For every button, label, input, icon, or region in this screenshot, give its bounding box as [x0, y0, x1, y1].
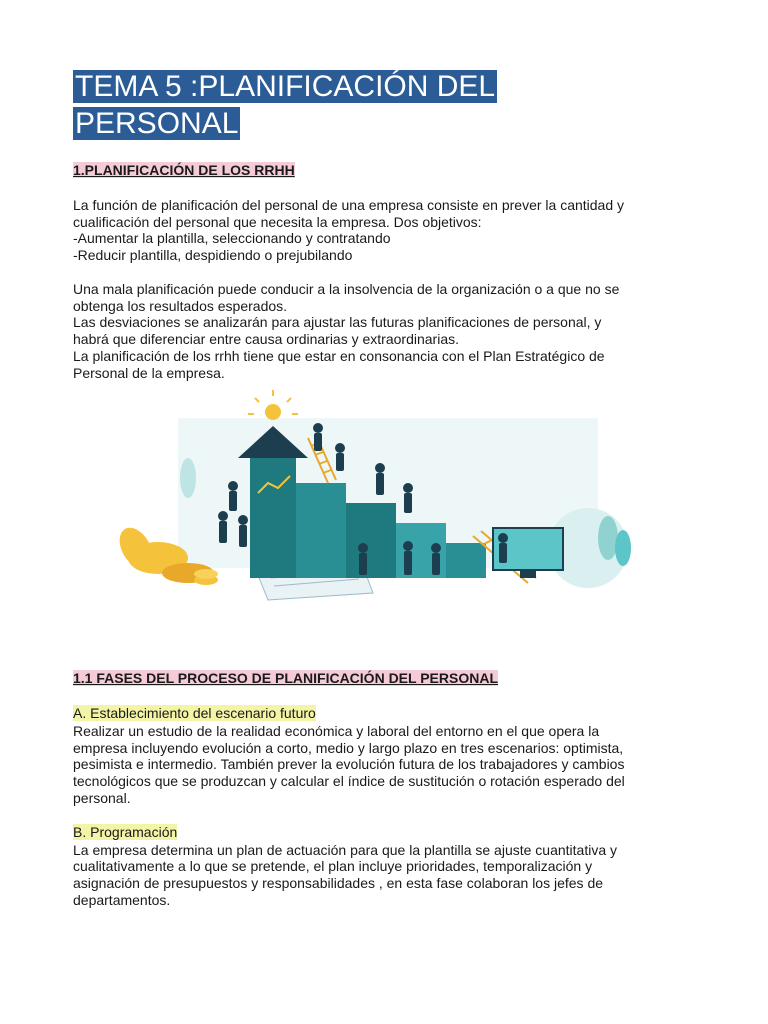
document-page: [73, 68, 693, 382]
section-1-line: Personal de la empresa.: [73, 364, 225, 381]
section-1-line: cualificación del personal que necesita la empresa. Dos objetivos:: [73, 213, 482, 230]
section-2-heading: 1.1 FASES DEL PROCESO DE PLANIFICACIÓN DEL PERSONAL: [73, 670, 498, 686]
section-1-line: -Reducir plantilla, despidiendo o prejubilando: [73, 247, 353, 264]
phase-a-label: A. Establecimiento del escenario futuro: [73, 704, 316, 721]
plant-shape: [598, 516, 618, 560]
step-bar: [446, 543, 486, 578]
plant-shape: [615, 530, 631, 566]
title-line-1: TEMA 5 :PLANIFICACIÓN DEL: [75, 70, 496, 103]
phase-a-line: pesimista e intermedio. También prever la evolución futura de los trabajadores y cambios: [73, 756, 625, 773]
section-1-line: Las desviaciones se analizarán para ajustar las futuras planificaciones de personal, y: [73, 314, 602, 331]
phase-a-line: tecnológicos que se produzcan y calcular el índice de sustitución o rotación esperado del: [73, 773, 625, 790]
section-1-line: -Aumentar la plantilla, seleccionando y contratando: [73, 230, 391, 247]
section-1-line: La función de planificación del personal de una empresa consiste en prever la cantidad y: [73, 196, 625, 213]
phase-b-line: cualitativamente a lo que se pretende, el plan incluye prioridades, temporalización y: [73, 858, 593, 875]
team-growth-illustration: [118, 388, 638, 603]
title-line-2: PERSONAL: [75, 107, 239, 140]
section-1-heading: 1.PLANIFICACIÓN DE LOS RRHH: [73, 162, 295, 178]
phase-a-line: Realizar un estudio de la realidad económica y laboral del entorno en el que opera la: [73, 722, 600, 739]
phase-a-line: empresa incluyendo evolución a corto, medio y largo plazo en tres escenarios: optimista,: [73, 739, 624, 756]
phase-b-label: B. Programación: [73, 823, 178, 840]
section-1-line: La planificación de los rrhh tiene que estar en consonancia con el Plan Estratégico de: [73, 347, 605, 364]
step-bar: [296, 483, 346, 578]
page-title: [73, 68, 573, 142]
lightbulb-icon: [265, 404, 281, 420]
section-2: [73, 670, 693, 909]
plant-shape: [180, 458, 196, 498]
section-1-line: Una mala planificación puede conducir a la insolvencia de la organización o a que no se: [73, 280, 620, 297]
section-1-line: habrá que diferenciar entre causa ordinarias y extraordinarias.: [73, 331, 459, 348]
phase-b-line: departamentos.: [73, 891, 171, 908]
step-bar: [346, 503, 396, 578]
phase-b-line: asignación de presupuestos y responsabilidades , en esta fase colaboran los jefes de: [73, 875, 604, 892]
section-1: [73, 162, 693, 382]
phase-b-line: La empresa determina un plan de actuación para que la plantilla se ajuste cuantitativa y: [73, 841, 618, 858]
coin-icon: [194, 569, 218, 579]
phase-a-line: personal.: [73, 789, 131, 806]
section-1-line: obtenga los resultados esperados.: [73, 297, 288, 314]
